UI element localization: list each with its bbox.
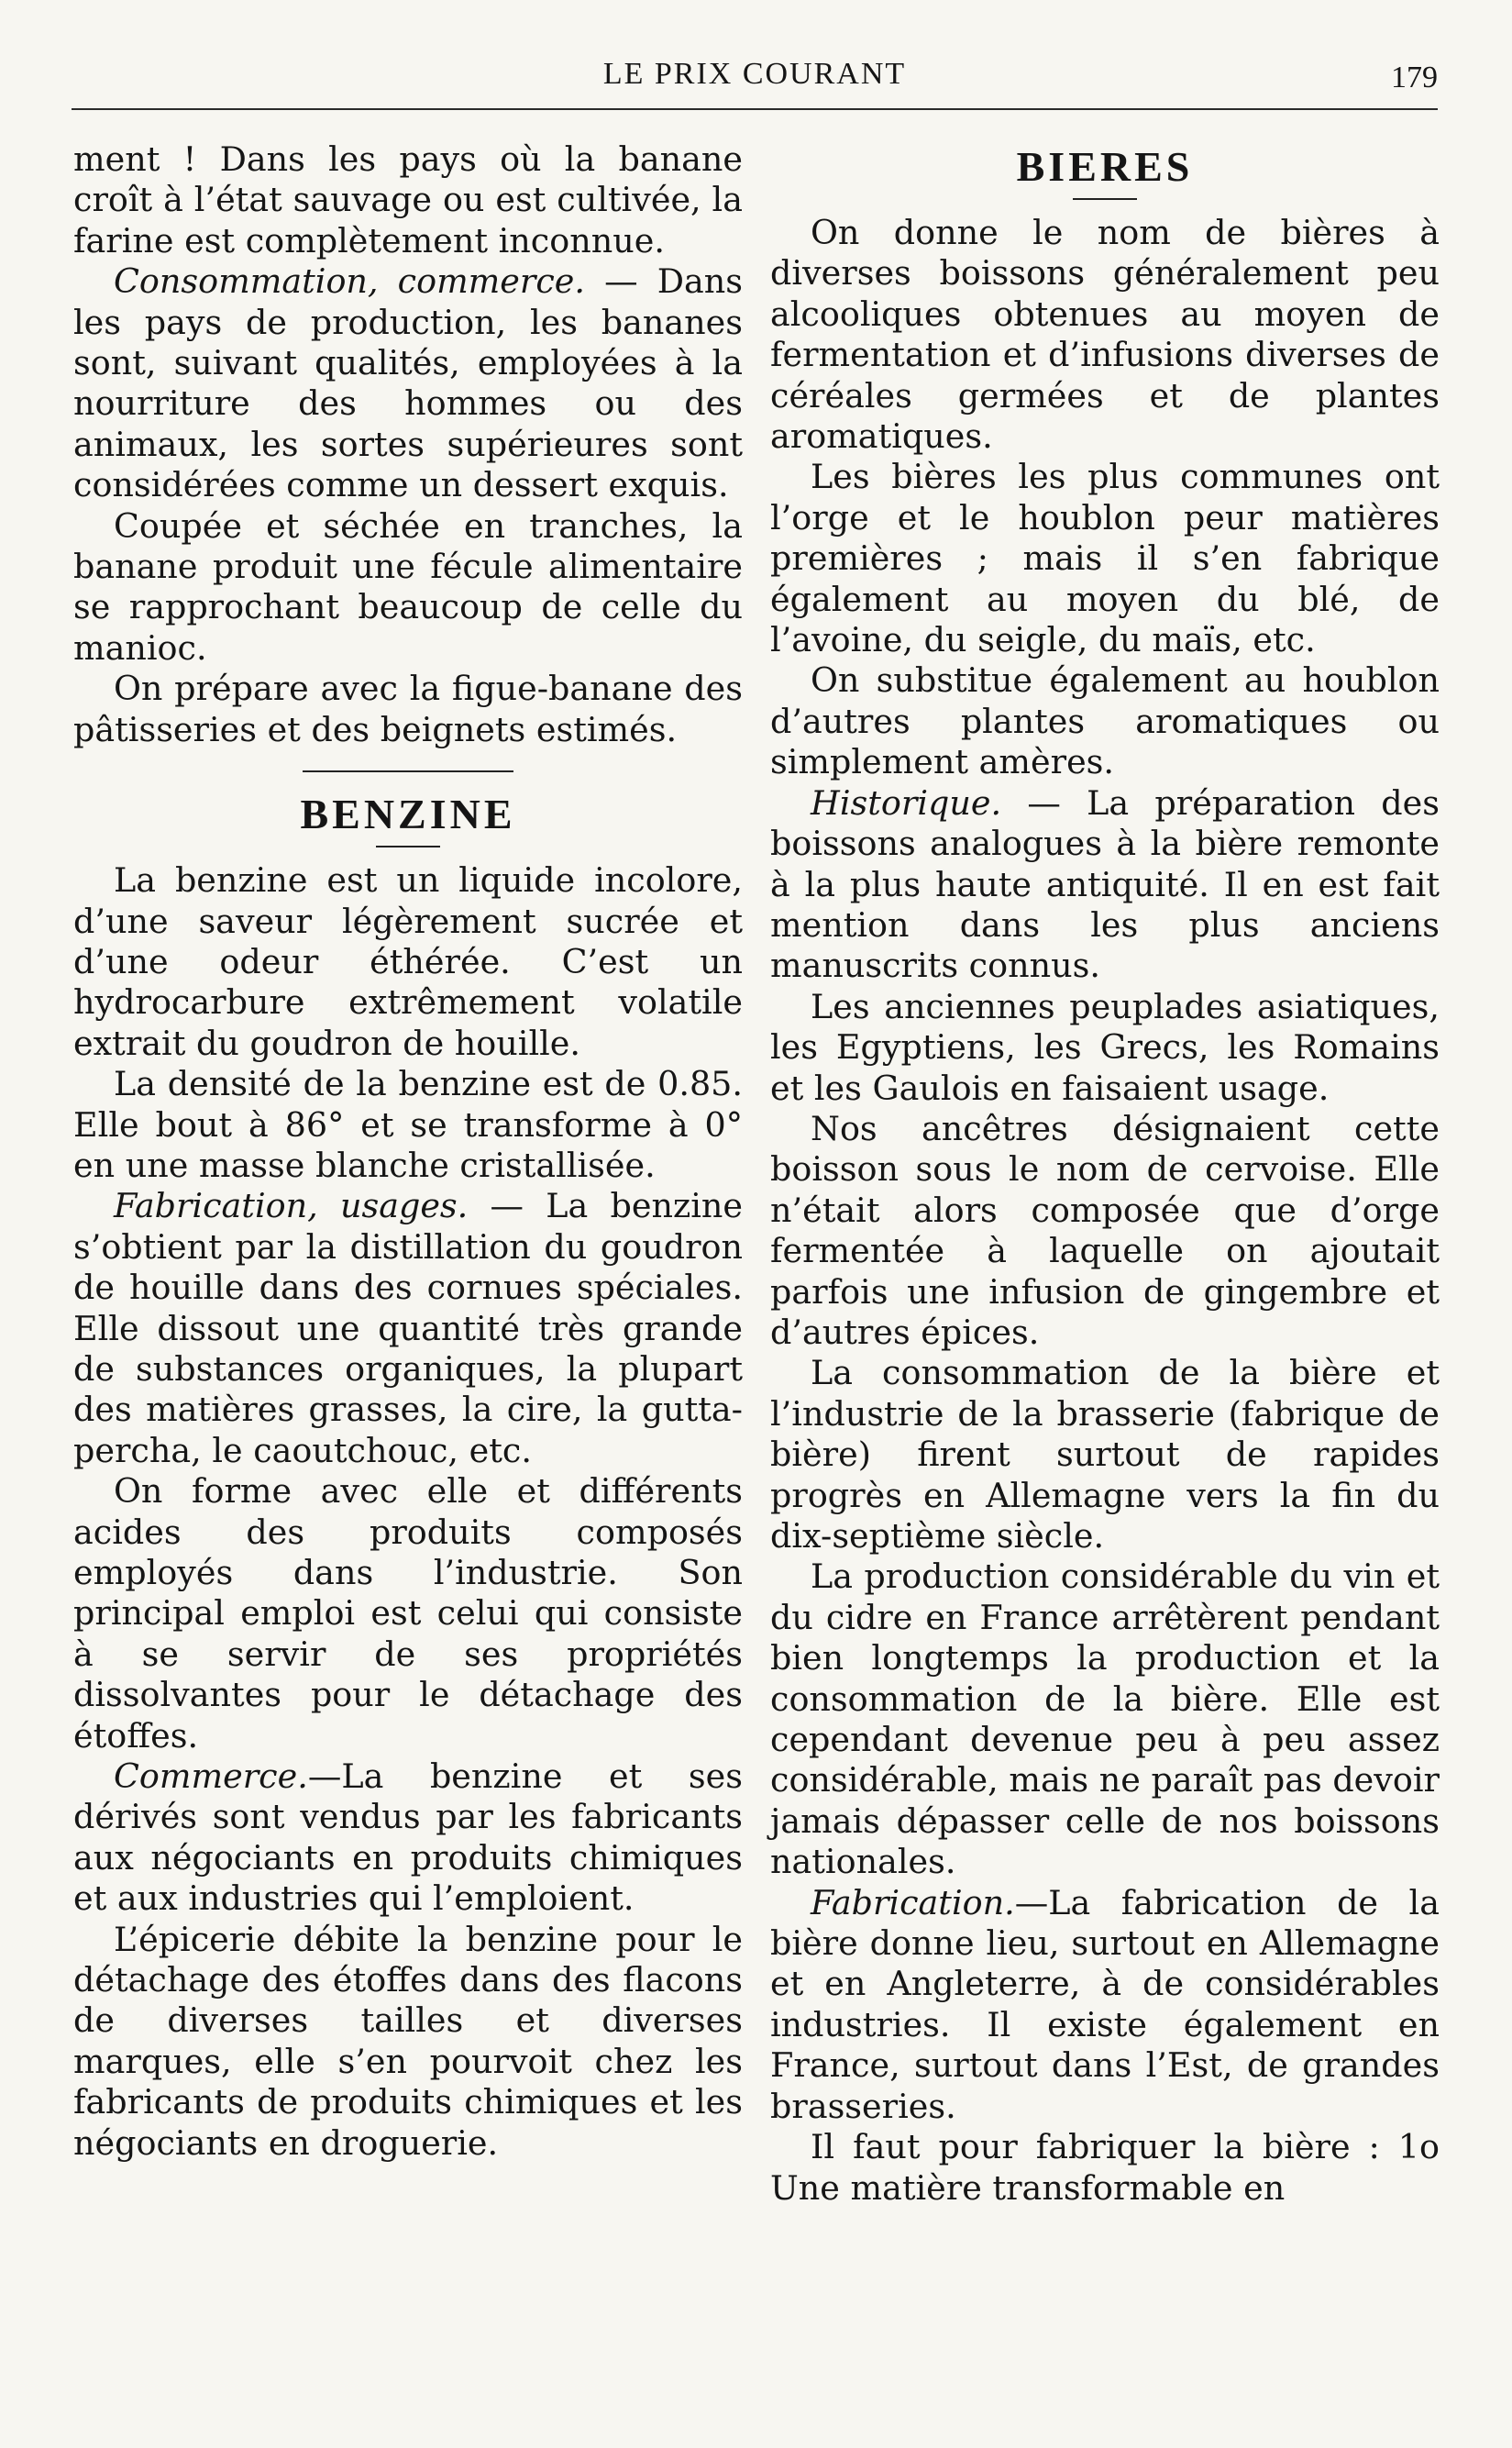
page-header — [72, 48, 1438, 110]
run-in-heading: Historique. — [811, 782, 1002, 823]
running-head: LE PRIX COURANT — [602, 57, 907, 91]
section-title-benzine: BENZINE — [300, 791, 516, 838]
paragraph: On donne le nom de bières à diverses boissons généralement peu alcooliques obtenues au moyen de fermentation et d’infusions diverses de céréales germées et de plantes aromatiques. — [770, 213, 1440, 457]
paragraph: Coupée et séchée en tranches, la banane produit une fécule alimentaire se rapprochant beaucoup de celle du manioc. — [73, 505, 743, 668]
paragraph: Les anciennes peuplades asiatiques, les Egyptiens, les Grecs, les Romains et les Gaulois en faisaient usage. — [770, 986, 1440, 1108]
paragraph: La production considérable du vin et du cidre en France arrêtèrent pendant bien longtemps la production et la consommation de la bière. Elle est cependant devenue peu à peu assez considérable, mais ne paraît pas devoir jamais dépasser celle de nos boissons nationales. — [770, 1556, 1440, 1882]
run-in-heading: Fabrication. — [811, 1882, 1015, 1922]
paragraph — [770, 1883, 1440, 2127]
run-in-heading: Fabrication, usages. — [114, 1186, 469, 1226]
section-divider — [303, 770, 513, 772]
paragraph — [73, 1186, 743, 1471]
paragraph-text: —La benzine et ses dérivés sont vendus par les fabricants aux négociants en produits chimiques et aux industries qui l’emploient. — [73, 1756, 743, 1919]
run-in-heading: Commerce. — [114, 1756, 308, 1797]
run-in-heading: Consommation, commerce. — [114, 261, 585, 302]
paragraph — [73, 261, 743, 505]
right-column — [770, 139, 1440, 2209]
paragraph-text: — La benzine s’obtient par la distillation du goudron de houille dans des cornues spéciales. Elle dissout une quantité très grande de substances organiques, la plupart des matières grasses, la cire, la gutta-percha, le caoutchouc, etc. — [73, 1186, 743, 1470]
paragraph: Les bières les plus communes ont l’orge et le houblon peur matières premières ; mais il s’en fabrique également au moyen du blé, de l’avoine, du seigle, du maïs, etc. — [770, 457, 1440, 660]
paragraph — [770, 783, 1440, 987]
paragraph-text: — La préparation des boissons analogues à la bière remonte à la plus haute antiquité. Il en est fait mention dans les plus anciens manuscrits connus. — [770, 782, 1440, 986]
paragraph: On prépare avec la figue-banane des pâtisseries et des beignets estimés. — [73, 669, 743, 749]
paragraph: ment ! Dans les pays où la banane croît à l’état sauvage ou est cultivée, la farine est complètement inconnue. — [73, 139, 743, 260]
paragraph — [73, 1756, 743, 1920]
paragraph-text: — Dans les pays de production, les bananes sont, suivant qualités, employées à la nourriture des hommes ou des animaux, les sortes supérieures sont considérées comme un dessert exquis. — [73, 261, 743, 505]
paragraph: La consommation de la bière et l’industrie de la brasserie (fabrique de bière) firent surtout de rapides progrès en Allemagne vers la fin du dix-septième siècle. — [770, 1353, 1440, 1556]
page-number: 179 — [1391, 61, 1438, 94]
title-rule — [376, 846, 440, 847]
paragraph: Nos ancêtres désignaient cette boisson sous le nom de cervoise. Elle n’était alors composée que d’orge fermentée à laquelle on ajoutait parfois une infusion de gingembre et d’autres épices. — [770, 1108, 1440, 1352]
left-column — [73, 139, 743, 2164]
section-title-bieres: BIERES — [1016, 143, 1194, 190]
paragraph: La benzine est un liquide incolore, d’une saveur légèrement sucrée et d’une odeur éthérée. C’est un hydrocarbure extrêmement volatile extrait du goudron de houille. — [73, 860, 743, 1063]
paragraph: Il faut pour fabriquer la bière : 1o Une matière transformable en — [770, 2127, 1440, 2208]
title-rule — [1073, 198, 1137, 200]
paragraph-text: —La fabrication de la bière donne lieu, surtout en Allemagne et en Angleterre, à de considérables industries. Il existe également en France, surtout dans l’Est, de grandes brasseries. — [770, 1882, 1440, 2126]
paragraph: La densité de la benzine est de 0.85. Elle bout à 86° et se transforme à 0° en une masse blanche cristallisée. — [73, 1064, 743, 1185]
paragraph: On forme avec elle et différents acides des produits composés employés dans l’industrie. Son principal emploi est celui qui consiste à se servir de ses propriétés dissolvantes pour le détachage des étoffes. — [73, 1471, 743, 1756]
paragraph: L’épicerie débite la benzine pour le détachage des étoffes dans des flacons de diverses tailles et diverses marques, elle s’en pourvoit chez les fabricants de produits chimiques et les négociants en droguerie. — [73, 1919, 743, 2163]
paragraph: On substitue également au houblon d’autres plantes aromatiques ou simplement amères. — [770, 660, 1440, 782]
